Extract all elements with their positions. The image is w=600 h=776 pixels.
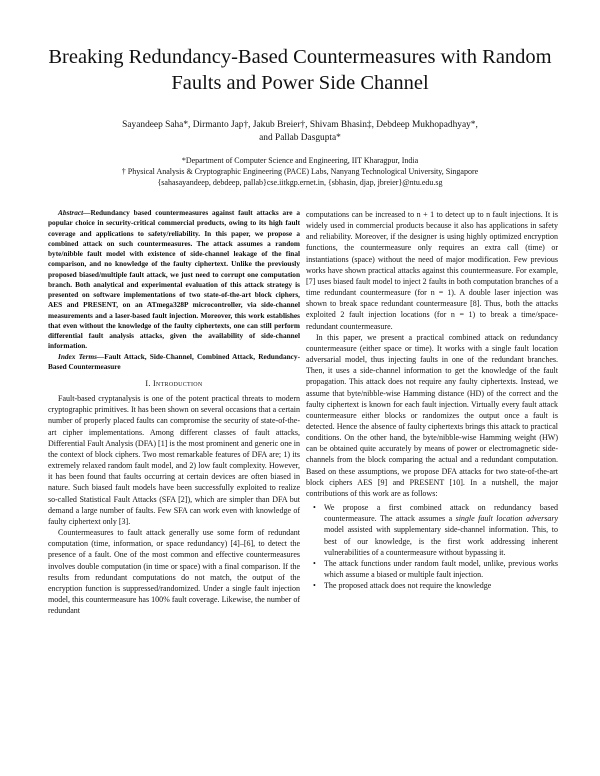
bullet-icon: • bbox=[313, 558, 316, 568]
affiliation-line-1: *Department of Computer Science and Engineering, IIT Kharagpur, India bbox=[181, 156, 419, 165]
right-column bbox=[306, 209, 558, 591]
abstract bbox=[48, 208, 300, 352]
contribution-text: The proposed attack does not require the knowledge bbox=[324, 581, 492, 591]
contribution-text: We propose a first combined attack on redundancy based countermeasure. The attack assumes a bbox=[324, 503, 558, 524]
abstract-label: Abstract bbox=[58, 208, 84, 217]
intro-paragraph-4: In this paper, we present a practical combined attack on redundancy countermeasure (either space or time). It works with a single fault location adversarial model, thus injecting faults in one of the redundant branches. Then, it uses a side-channel information to get the knowledge of the fault propagation. This attack does not require any faulty ciphertexts. Instead, we assume that byte/nibble-wise Hamming distance (HD) of the correct and the faulty ciphertext is known for each fault injection. Virtually every fault attack countermeasure either blocks or randomizes the output once a fault is detected. Hence the absence of faulty ciphertexts brings this attack to practical conditions. On the other hand, the byte/nibble-wise Hamming weight (HW) can be obtained quite accurately by means of power or electromagnetic side-channels from the block comparing the actual and a redundant computation. Based on these assumptions, we propose DFA attacks for two state-of-the-art block ciphers AES [9] and PRESENT [10]. In a nutshell, the major contributions of this work are as follows: bbox=[306, 332, 558, 498]
intro-paragraph-2: Countermeasures to fault attack generally use some form of redundant computation (time, information, or space redundancy) [4]–[6], to detect the presence of a fault. One of the most common and effective countermeasures involves double computation (in time or space) with a final comparison. If the results from redundant computations do not match, the output of the encryption function is suppressed/randomized. Under a single fault injection model, this countermeasure has 100% fault coverage. Likewise, the number of redundant bbox=[48, 528, 300, 616]
affiliation-line-2: † Physical Analysis & Cryptographic Engineering (PACE) Labs, Nanyang Technological University, Singapore bbox=[121, 167, 479, 177]
author-line-2: and Pallab Dasgupta* bbox=[259, 133, 341, 143]
intro-paragraph-3: computations can be increased to n + 1 to detect up to n fault injections. It is widely used in commercial products because it also has applications in safety and reliability. Moreover, if the designer is using highly optimized encryption functions, the countermeasure only requires an extra call (time) or instantiations (space) without the need of major modification. Few previous works have shown practical attacks against this countermeasure. For example, [7] uses biased fault model to inject 2 faults in both computation branches of a time redundant countermeasure (for n = 1). A double laser injection was shown to break space redundant countermeasure [8]. Thus, both the attacks exploited 2 fault injection locations (for n = 1) to break a time/space-redundant countermeasure. bbox=[306, 210, 558, 331]
index-terms-text: —Fault Attack, Side-Channel, Combined Attack, Redundancy-Based Countermeasure bbox=[48, 351, 300, 371]
email-line: {sahasayandeep, debdeep, pallab}cse.iitkgp.ernet.in, {sbhasin, djap, jbreier}@ntu.edu.sg bbox=[157, 178, 443, 188]
contribution-emphasis: single fault location adversary bbox=[455, 514, 558, 524]
author-line-1: Sayandeep Saha*, Dirmanto Jap†, Jakub Breier†, Shivam Bhasin‡, Debdeep Mukhopadhyay*, bbox=[122, 120, 478, 130]
contribution-text: The attack functions under random fault model, unlike, previous works which assume a biased or multiple fault injection. bbox=[324, 558, 558, 579]
left-column bbox=[48, 208, 300, 616]
index-terms-label: Index Terms bbox=[58, 351, 97, 361]
index-terms bbox=[48, 352, 300, 373]
paper-title: Breaking Redundancy-Based Countermeasures with Random Faults and Power Side Channel bbox=[48, 46, 552, 94]
contribution-text-cont: model assisted with supplementary side-channel information. This, to best of our knowledge, is the first work addressing inherent vulnerabilities of a countermeasure without bypassing it. bbox=[324, 525, 558, 557]
list-item bbox=[313, 502, 558, 558]
list-item bbox=[313, 580, 558, 591]
section-heading-introduction: I. Introduction bbox=[145, 379, 203, 388]
bullet-icon: • bbox=[313, 503, 316, 513]
bullet-icon: • bbox=[313, 581, 316, 591]
affiliations bbox=[40, 155, 560, 189]
author-list bbox=[70, 119, 530, 145]
abstract-text: —Redundancy based countermeasures against fault attacks are a popular choice in security-critical commercial products, owing to its high fault coverage and applications to safety/reliability. In this paper, we propose a combined attack on such countermeasures. The attack assumes a random byte/nibble fault model with existence of side-channel leakage of the final comparison, and no knowledge of the faulty ciphertext. Unlike the previously proposed biased/multiple fault attack, we just need to corrupt one computation branch. Both analytical and experimental evaluation of this attack strategy is presented on software implementations of two state-of-the-art block ciphers, AES and PRESENT, on an ATmega328P microcontroller, via side-channel measurements and a laser-based fault injection. Moreover, this work establishes that even without the knowledge of the faulty ciphertexts, one can still perform differential fault analysis attacks, given the availability of side-channel information. bbox=[48, 208, 300, 351]
contributions-list bbox=[306, 502, 558, 591]
intro-paragraph-1: Fault-based cryptanalysis is one of the potent practical threats to modern cryptographic primitives. It has been shown on several occasions that a certain number of properly placed faults can compromise the security of state-of-the-art cipher implementations. Among different classes of fault attacks, Differential Fault Analysis (DFA) [1] is the most prominent and generic one in the context of block ciphers. Two most remarkable features of DFA are; 1) its extremely relaxed random fault model, and 2) low fault complexity. However, it has been found that faults occurring at certain devices are often biased in nature. Such biased fault models have been successfully exploited to realize so-called Statistical Fault Attacks (SFA [2]), which are simpler than DFA but demand a large number of faults. Few SFA can work even with knowledge of faulty ciphertext only [3]. bbox=[48, 394, 300, 526]
list-item bbox=[313, 558, 558, 580]
